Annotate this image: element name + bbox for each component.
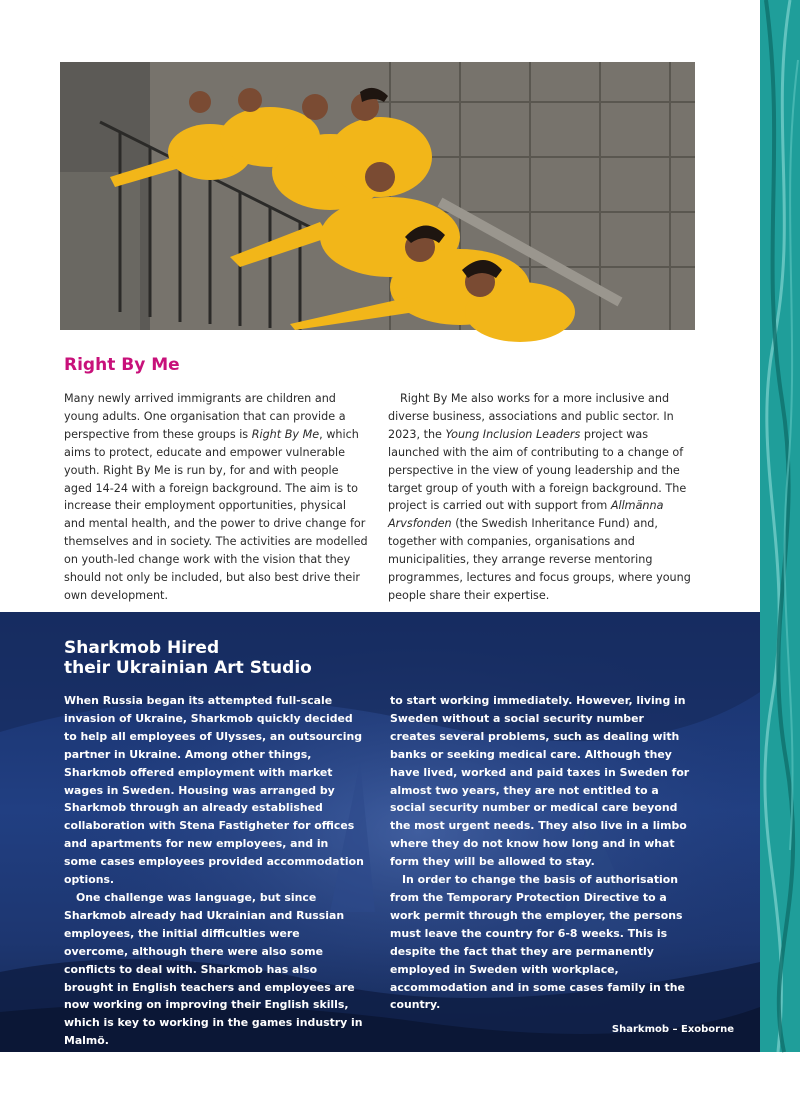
paragraph: The Temporary Protection Directive allowed the newly arrived and newly employed Ukrainians <box>64 1052 346 1101</box>
decorative-side-band <box>760 0 800 1052</box>
section-title-sharkmob <box>64 638 312 678</box>
paragraph <box>64 390 370 605</box>
sharkmob-column-1 <box>64 692 364 1104</box>
title-line: their Ukrainian Art Studio <box>64 658 312 678</box>
paragraph <box>388 390 694 605</box>
text-run: Right By Me also works for a more inclusive and diverse business, associations and public sector. In 2023, the <box>388 392 674 441</box>
text-run: Many newly arrived immigrants are children and young adults. One organisation that can provide a perspective from these groups is <box>64 392 346 441</box>
paragraph: to start working immediately. However, living in Sweden without a social security number creates several problems, such as dealing with banks or seeking medical care. Although they have lived, worked and paid taxes in Sweden for almost two years, they are not entitled to a social security number or medical care beyond the most urgent needs. They also live in a limbo where they do not know how long and in what form they will be allowed to stay. <box>390 694 690 869</box>
page-footer-caption: Sharkmob – Exoborne <box>611 1024 734 1035</box>
paragraph: When Russia began its attempted full-scale invasion of Ukraine, Sharkmob quickly decided to help all employees of Ulysses, an outsourcing partner in Ukraine. Among other things, Sharkmob offered employment with market wages in Sweden. Housing was arranged by Sharkmob through an already established collaboration with Stena Fastigheter for offices and apartments for new employees, and in some cases employees provided accommodation options. <box>64 694 364 887</box>
sharkmob-column-2 <box>390 692 690 1014</box>
text-run: project was launched with the aim of contributing to a change of perspective in the view of young leadership and the target group of youth with a foreign background. The project is carried out with support from <box>388 427 687 513</box>
text-run: (the Swedish Inheritance Fund) and, together with companies, organisations and municipalities, they arrange reverse mentoring programmes, lectures and focus groups, where young people share their expertise. <box>388 517 691 602</box>
title-line: Sharkmob Hired <box>64 638 220 658</box>
paragraph: In order to change the basis of authorisation from the Temporary Protection Directive to a work permit through the employer, the persons must leave the country for 6-8 weeks. This is despite the fact that they are permanently employed in Sweden with workplace, accommodation and in some cases family in the country. <box>390 873 685 1012</box>
right-by-me-column-1 <box>64 390 370 605</box>
sharkmob-section <box>0 612 760 1101</box>
group-photo <box>60 62 695 330</box>
paragraph: One challenge was language, but since Sharkmob already had Ukrainian and Russian employees, the initial difficulties were overcome, although there were also some conflicts to deal with. Sharkmob has also brought in English teachers and employees are now working on improving their English skills, which is key to working in the games industry in Malmö. <box>64 890 363 1048</box>
emphasis-text: Allmänna Arvsfonden <box>388 499 664 531</box>
right-by-me-column-2 <box>388 390 694 605</box>
emphasis-text: Right By Me <box>251 427 320 441</box>
text-run: , which aims to protect, educate and empower vulnerable youth. Right By Me is run by, for and with people aged 14-24 with a foreign background. The aim is to increase their employment opportunities, physical and mental health, and the power to drive change for themselves and in society. The activities are modelled on youth-led change work with the vision that they should not only be included, but also best drive their own development. <box>64 427 368 602</box>
emphasis-text: Young Inclusion Leaders <box>445 427 581 441</box>
section-title-right-by-me: Right By Me <box>64 355 180 375</box>
